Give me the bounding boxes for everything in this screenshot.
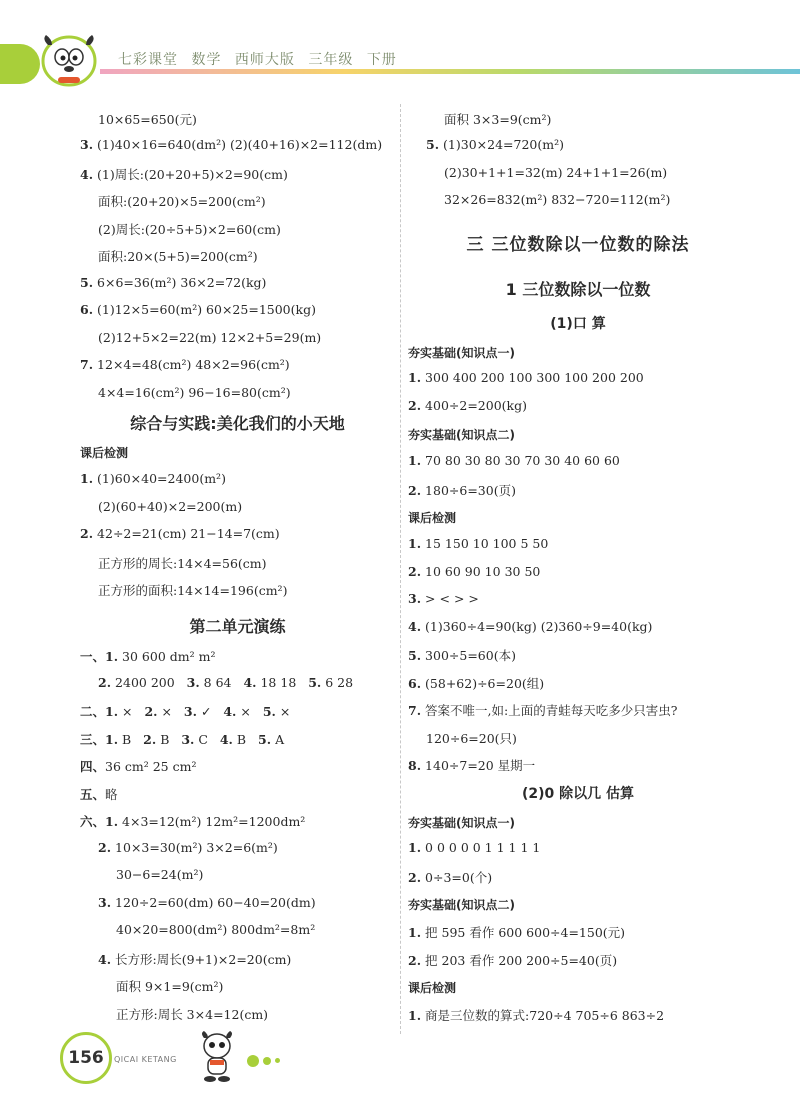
answer-text: 12×4=48(cm²) 48×2=96(cm²) xyxy=(97,357,290,372)
answer-line xyxy=(80,785,118,803)
item-number: 4. xyxy=(408,619,422,634)
answer-line xyxy=(80,757,196,775)
item-number: 四、 xyxy=(80,759,106,774)
answer-text: 0÷3=0(个) xyxy=(425,870,493,885)
item-number: 4. xyxy=(80,167,94,182)
answer-line: 正方形的周长:14×4=56(cm) xyxy=(98,556,267,571)
item-number: 2. xyxy=(144,704,158,719)
answer-line xyxy=(98,840,278,855)
item-number: 7. xyxy=(80,357,94,372)
header-green-block xyxy=(0,44,40,84)
answer-text: × xyxy=(240,704,251,719)
answer-line: 正方形的面积:14×14=196(cm²) xyxy=(98,583,288,598)
answer-line: 120÷6=20(只) xyxy=(426,731,517,746)
answer-line xyxy=(80,526,280,541)
answer-line xyxy=(80,302,316,317)
answer-text: 18 18 xyxy=(260,675,297,690)
dot-medium xyxy=(263,1057,271,1065)
answer-line: (2)30+1+1=32(m) 24+1+1=26(m) xyxy=(444,165,668,180)
answer-text: × xyxy=(279,704,291,719)
item-number: 5. xyxy=(308,675,322,690)
answer-text: 42÷2=21(cm) 21−14=7(cm) xyxy=(97,526,280,541)
answer-line: (2)(60+40)×2=200(m) xyxy=(98,499,243,514)
item-number: 3. xyxy=(80,137,94,152)
page-number: 156 xyxy=(60,1032,112,1084)
answer-text: B xyxy=(236,732,247,747)
answer-line xyxy=(408,481,516,499)
section-heading: 综合与实践:美化我们的小天地 xyxy=(130,414,345,433)
answer-line xyxy=(408,398,527,413)
answer-text: 2400 200 xyxy=(115,675,175,690)
answer-text: (58+62)÷6=20(组) xyxy=(425,676,545,691)
answer-text: 36 cm² 25 cm² xyxy=(105,759,197,774)
answer-line xyxy=(80,165,288,183)
subsection-label: 课后检测 xyxy=(408,981,457,995)
answer-text: 把 203 看作 200 200÷5=40(页) xyxy=(425,953,618,968)
answer-line: 4×4=16(cm²) 96−16=80(cm²) xyxy=(98,385,291,400)
answer-line xyxy=(408,619,652,634)
subsection-label: 夯实基础(知识点二) xyxy=(408,898,515,912)
answer-text: 长方形:周长(9+1)×2=20(cm) xyxy=(115,952,292,967)
item-number: 3. xyxy=(98,895,112,910)
answer-text: 4×3=12(m²) 12m²=1200dm² xyxy=(122,814,306,829)
answer-text: ✓ xyxy=(200,704,212,719)
item-number: 3. xyxy=(186,675,200,690)
item-number: 五、 xyxy=(80,787,106,802)
answer-line xyxy=(408,536,548,551)
answer-line xyxy=(426,137,564,152)
header-grade: 三年级 xyxy=(308,52,354,68)
item-number: 1. xyxy=(408,925,422,940)
answer-text: (1)30×24=720(m²) xyxy=(443,137,564,152)
answer-line xyxy=(80,137,382,152)
answer-text: > < > > xyxy=(425,591,479,606)
item-number: 4. xyxy=(243,675,257,690)
item-number: 5. xyxy=(80,275,94,290)
answer-line xyxy=(408,1006,664,1024)
footer-brand: QICAI KETANG xyxy=(114,1055,177,1064)
answer-text: (1)360÷4=90(kg) (2)360÷9=40(kg) xyxy=(425,619,653,634)
answer-text: 8 64 xyxy=(203,675,232,690)
answer-text: B xyxy=(160,732,170,747)
answer-line xyxy=(98,675,353,690)
answer-line: (2)周长:(20÷5+5)×2=60(cm) xyxy=(98,222,281,237)
answer-text: 6 28 xyxy=(325,675,354,690)
subsection-label: 课后检测 xyxy=(80,446,129,460)
answer-text: C xyxy=(198,732,208,747)
item-number: 2. xyxy=(143,732,157,747)
answer-line xyxy=(80,357,290,372)
header-subject: 数学 xyxy=(191,52,222,68)
answer-text: 180÷6=30(页) xyxy=(425,483,516,498)
answer-text: 6×6=36(m²) 36×2=72(kg) xyxy=(97,275,267,290)
answer-line: 面积:(20+20)×5=200(cm²) xyxy=(98,194,266,209)
item-number: 4. xyxy=(98,952,112,967)
answer-text: 70 80 30 80 30 70 30 40 60 60 xyxy=(425,453,620,468)
answer-line xyxy=(408,868,492,886)
lesson-heading: (1)口 算 xyxy=(550,316,606,332)
item-number: 4. xyxy=(223,704,237,719)
answer-text: 把 595 看作 600 600÷4=150(元) xyxy=(425,925,626,940)
item-number: 六、1. xyxy=(80,814,119,829)
answer-line xyxy=(408,756,535,774)
item-number: 2. xyxy=(408,564,422,579)
answer-text: × xyxy=(161,704,172,719)
answer-text: 略 xyxy=(105,787,118,802)
answer-line: (2)12+5×2=22(m) 12×2+5=29(m) xyxy=(98,330,322,345)
answer-line xyxy=(408,453,620,468)
answer-line: 面积:20×(5+5)=200(cm²) xyxy=(98,249,258,264)
answer-line: 面积 3×3=9(cm²) xyxy=(444,112,552,127)
header-edition: 西师大版 xyxy=(234,52,295,68)
mascot-logo-icon xyxy=(36,33,102,89)
item-number: 2. xyxy=(408,483,422,498)
answer-line xyxy=(80,275,266,290)
answer-text: 30 600 dm² m² xyxy=(122,649,216,664)
answer-line xyxy=(408,674,544,692)
header-rainbow-bar xyxy=(100,69,800,74)
subsection-label: 夯实基础(知识点二) xyxy=(408,428,515,442)
header-volume: 下册 xyxy=(366,52,397,68)
answer-line xyxy=(408,646,516,664)
answer-line: 32×26=832(m²) 832−720=112(m²) xyxy=(444,192,671,207)
item-number: 2. xyxy=(80,526,94,541)
item-number: 2. xyxy=(408,953,422,968)
header-series: 七彩课堂 xyxy=(118,52,178,68)
item-number: 5. xyxy=(258,732,272,747)
answer-line: 40×20=800(dm²) 800dm²=8m² xyxy=(116,922,316,937)
answer-text: 10 60 90 10 30 50 xyxy=(425,564,541,579)
answer-line xyxy=(80,471,226,486)
footer-dots xyxy=(247,1050,284,1069)
item-number: 5. xyxy=(408,648,422,663)
item-number: 一、1. xyxy=(80,649,119,664)
footer-mascot-icon xyxy=(196,1030,238,1085)
item-number: 6. xyxy=(408,676,422,691)
answer-line: 10×65=650(元) xyxy=(98,112,197,127)
answer-line xyxy=(80,812,305,830)
answer-line xyxy=(98,950,291,968)
section-heading: 第二单元演练 xyxy=(189,617,286,636)
answer-line xyxy=(80,702,290,720)
answer-text: 商是三位数的算式:720÷4 705÷6 863÷2 xyxy=(425,1008,665,1023)
answer-line xyxy=(408,923,625,941)
answer-text: A xyxy=(275,732,285,747)
item-number: 1. xyxy=(408,840,422,855)
item-number: 3. xyxy=(183,704,197,719)
answer-line xyxy=(80,730,284,748)
answer-text: 10×3=30(m²) 3×2=6(m²) xyxy=(115,840,278,855)
answer-text: (1)12×5=60(m²) 60×25=1500(kg) xyxy=(97,302,316,317)
item-number: 1. xyxy=(408,453,422,468)
subsection-label: 课后检测 xyxy=(408,511,457,525)
section-heading: 1 三位数除以一位数 xyxy=(505,280,651,299)
answer-text: (1)周长:(20+20+5)×2=90(cm) xyxy=(97,167,288,182)
item-number: 1. xyxy=(408,536,422,551)
answer-line xyxy=(408,370,644,385)
chapter-heading: 三 三位数除以一位数的除法 xyxy=(466,235,690,255)
answer-text: 140÷7=20 星期一 xyxy=(425,758,536,773)
answer-line xyxy=(408,591,479,606)
answer-line xyxy=(408,701,677,719)
answer-text: 300 400 200 100 300 100 200 200 xyxy=(425,370,644,385)
item-number: 7. xyxy=(408,703,422,718)
answer-text: 400÷2=200(kg) xyxy=(425,398,527,413)
answer-text: 300÷5=60(本) xyxy=(425,648,516,663)
item-number: 三、1. xyxy=(80,732,119,747)
item-number: 8. xyxy=(408,758,422,773)
answer-line: 面积 9×1=9(cm²) xyxy=(116,979,224,994)
subsection-label: 夯实基础(知识点一) xyxy=(408,816,515,830)
answer-text: B xyxy=(122,732,132,747)
item-number: 二、1. xyxy=(80,704,119,719)
answer-line xyxy=(408,951,617,969)
item-number: 2. xyxy=(408,398,422,413)
item-number: 5. xyxy=(262,704,276,719)
answer-text: 15 150 10 100 5 50 xyxy=(425,536,549,551)
item-number: 2. xyxy=(408,870,422,885)
answer-text: (1)60×40=2400(m²) xyxy=(97,471,226,486)
lesson-heading: (2)0 除以几 估算 xyxy=(521,786,635,802)
item-number: 2. xyxy=(98,675,112,690)
item-number: 1. xyxy=(408,1008,422,1023)
item-number: 6. xyxy=(80,302,94,317)
answer-text: 0 0 0 0 0 1 1 1 1 1 xyxy=(425,840,541,855)
item-number: 1. xyxy=(80,471,94,486)
item-number: 3. xyxy=(181,732,195,747)
answer-line xyxy=(408,840,540,855)
answer-line: 30−6=24(m²) xyxy=(116,867,204,882)
header-title xyxy=(118,49,405,69)
answer-line xyxy=(80,647,215,665)
dot-small xyxy=(275,1058,280,1063)
item-number: 1. xyxy=(408,370,422,385)
dot-large xyxy=(247,1055,259,1067)
answer-text: 120÷2=60(dm) 60−40=20(dm) xyxy=(115,895,316,910)
answer-line: 正方形:周长 3×4=12(cm) xyxy=(116,1007,269,1022)
answer-text: × xyxy=(122,704,133,719)
item-number: 2. xyxy=(98,840,112,855)
answer-text: (1)40×16=640(dm²) (2)(40+16)×2=112(dm) xyxy=(97,137,383,152)
item-number: 5. xyxy=(426,137,440,152)
column-divider xyxy=(400,104,401,1034)
item-number: 3. xyxy=(408,591,422,606)
item-number: 4. xyxy=(219,732,233,747)
subsection-label: 夯实基础(知识点一) xyxy=(408,346,515,360)
answer-line xyxy=(98,895,316,910)
answer-line xyxy=(408,564,540,579)
answer-text: 答案不唯一,如:上面的青蛙每天吃多少只害虫? xyxy=(425,703,678,718)
